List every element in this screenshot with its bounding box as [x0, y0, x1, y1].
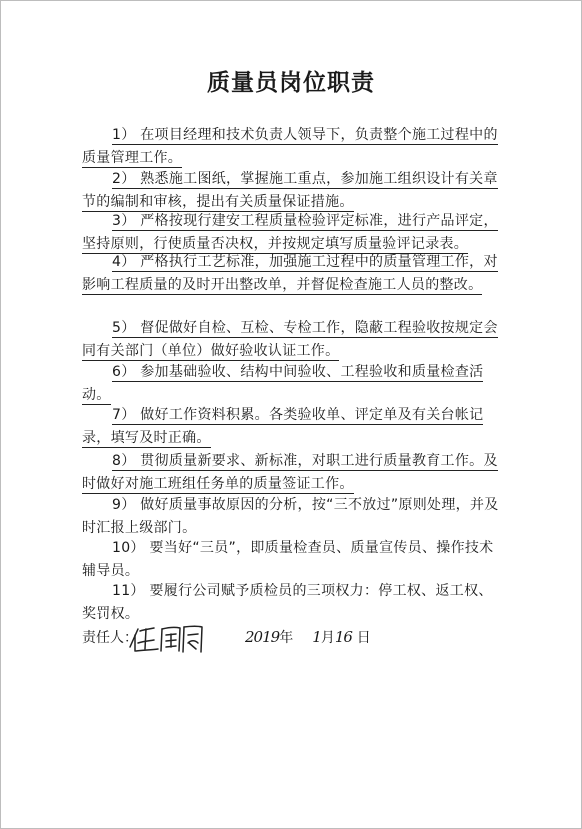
duty-item-3: 3） 严格按现行建安工程质量检验评定标准，进行产品评定，坚持原则，行使质量否决权，并按规定填写质量验评记录表。 [82, 213, 498, 252]
duty-item-6: 6） 参加基础验收、结构中间验收、工程验收和质量检查活动。 [82, 364, 484, 403]
duty-item-11: 11） 要履行公司赋予质检员的三项权力：停工权、返工权、奖罚权。 [82, 583, 493, 622]
duty-item-10: 10） 要当好“三员”，即质量检查员、质量宣传员、操作技术辅导员。 [82, 540, 494, 579]
signature-row [82, 625, 502, 655]
duty-item-2: 2） 熟悉施工图纸，掌握施工重点，参加施工组织设计有关章节的编制和审核，提出有关质量保证措施。 [82, 171, 498, 210]
date-month-suffix: 月 [320, 630, 335, 646]
date-day-suffix: 日 [356, 630, 371, 646]
date-year: 2019 [245, 628, 280, 646]
signature-date [245, 627, 371, 647]
duty-item-1: 1） 在项目经理和技术负责人领导下，负责整个施工过程中的质量管理工作。 [82, 127, 498, 166]
duty-item-8: 8） 贯彻质量新要求、新标准，对职工进行质量教育工作。及时做好对施工班组任务单的质量签证工作。 [82, 453, 498, 492]
duty-item-4: 4） 严格执行工艺标准，加强施工过程中的质量管理工作，对影响工程质量的及时开出整改单，并督促检查施工人员的整改。 [82, 254, 498, 293]
handwritten-signature [126, 621, 208, 655]
duty-item-5: 5） 督促做好自检、互检、专检工作，隐蔽工程验收按规定会同有关部门（单位）做好验收认证工作。 [82, 320, 498, 359]
responsible-label: 责任人： [82, 630, 138, 646]
date-day: 16 [334, 628, 352, 646]
duty-item-9: 9） 做好质量事故原因的分析，按“三不放过”原则处理，并及时汇报上级部门。 [82, 497, 499, 536]
date-month: 1 [312, 628, 321, 646]
document-title: 质量员岗位职责 [207, 70, 375, 96]
date-year-suffix: 年 [279, 630, 294, 646]
duty-item-7: 7） 做好工作资料积累。各类验收单、评定单及有关台帐记录，填写及时正确。 [82, 407, 484, 446]
